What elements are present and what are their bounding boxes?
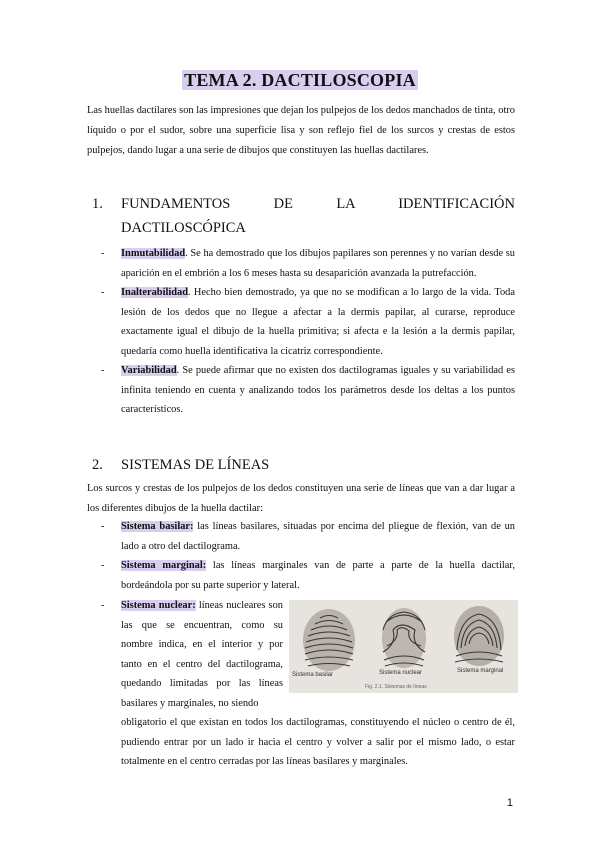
term-highlight: Sistema marginal: — [121, 560, 207, 571]
item-text: líneas nucleares son las que se encuentran, como su nombre indica, en el interior y por tanto en el centro del dactilograma, quedando limitadas por las líneas basilares y marginales, no siendo — [121, 600, 283, 709]
section1-heading-line2 — [121, 220, 544, 237]
term-highlight: Sistema basilar: — [121, 521, 194, 532]
term-highlight: Inalterabilidad — [121, 287, 188, 298]
term-highlight: Inmutabilidad — [121, 248, 186, 259]
caption-nuclear: Sistema nuclear — [379, 670, 423, 676]
list-item — [101, 283, 515, 361]
list-item — [101, 361, 515, 420]
section2-number: 2. — [92, 457, 103, 473]
section2-list — [101, 517, 516, 595]
list-item — [101, 556, 515, 595]
section2-title: SISTEMAS DE LÍNEAS — [121, 457, 270, 473]
item-text: las líneas marginales van de parte a parte de la huella dactilar, bordeándola por su parte superior y lateral. — [121, 560, 515, 591]
item-text: . Se ha demostrado que los dibujos papilares son perennes y no varían desde su aparición en el embrión a los 6 meses hasta su desaparición avanzada la putrefacción. — [121, 248, 515, 279]
item-text: . Se puede afirmar que no existen dos dactilogramas iguales y su variabilidad es infinita teniendo en cuenta y analizando todos los parámetros desde los deltas a los puntos característicos. — [121, 365, 515, 415]
page-number: 1 — [506, 797, 513, 809]
bullet-dash: - — [101, 600, 105, 611]
bullet-dash: - — [101, 365, 105, 376]
figure-label: Fig. 2.1. Sistemas de líneas — [365, 684, 427, 690]
fingerprint-illustration — [289, 600, 518, 693]
bullet-dash: - — [101, 248, 105, 259]
list-item — [101, 517, 516, 556]
bullet-dash: - — [101, 560, 105, 571]
section1-title-line2: DACTILOSCÓPICA — [121, 220, 246, 236]
caption-basilar: Sistema basilar — [292, 672, 334, 678]
section1-list — [101, 244, 515, 420]
term-highlight: Variabilidad — [121, 365, 177, 376]
title-text: TEMA 2. DACTILOSCOPIA — [184, 70, 416, 90]
caption-marginal: Sistema marginal — [457, 668, 504, 674]
list-item — [101, 244, 515, 283]
fingerprint-figure — [289, 600, 518, 693]
fingerprint-nuclear — [382, 608, 426, 668]
section1-title-line1: FUNDAMENTOS DE LA IDENTIFICACIÓN — [121, 196, 515, 212]
nuclear-column-text — [121, 596, 283, 713]
fingerprint-marginal — [454, 606, 504, 666]
item-text: . Hecho bien demostrado, ya que no se modifican a lo largo de la vida. Toda lesión de los dedos que no llegue a afectar a la dermis papilar, al curarse, reproduce exactamente igual el dibujo de la huella primitiva; si afecta e la lesión a la dermis papilar, quedaría como huella identificativa la cicatriz correspondiente. — [121, 287, 515, 357]
bullet-dash: - — [101, 287, 105, 298]
fingerprint-basilar — [303, 609, 355, 671]
bullet-dash: - — [101, 521, 105, 532]
intro-paragraph: Las huellas dactilares son las impresiones que dejan los pulpejos de los dedos manchados de tinta, otro líquido o por el sudor, sobre una superficie lisa y son reflejo fiel de los surcos y crestas de estos pulpejos, dando lugar a una serie de dibujos que constituyen las huellas dactilares. — [87, 105, 515, 156]
term-highlight: Sistema nuclear: — [121, 600, 196, 611]
nuclear-rest-text: obligatorio el que existan en todos los dactilogramas, constituyendo el núcleo o centro de él, pudiendo entrar por un lado ir hacia el centro y volver a salir por el mismo lado, o estar totalmente en el centro cerradas por las líneas basilares y marginales. — [121, 717, 515, 767]
section2-intro: Los surcos y crestas de los pulpejos de los dedos constituyen una serie de líneas que van a dar lugar a los diferentes dibujos de la huella dactilar: — [87, 483, 515, 514]
page-title — [0, 70, 600, 91]
item-text: las líneas basilares, situadas por encima del pliegue de flexión, van de un lado a otro del dactilograma. — [121, 521, 516, 552]
section1-number: 1. — [92, 196, 103, 212]
